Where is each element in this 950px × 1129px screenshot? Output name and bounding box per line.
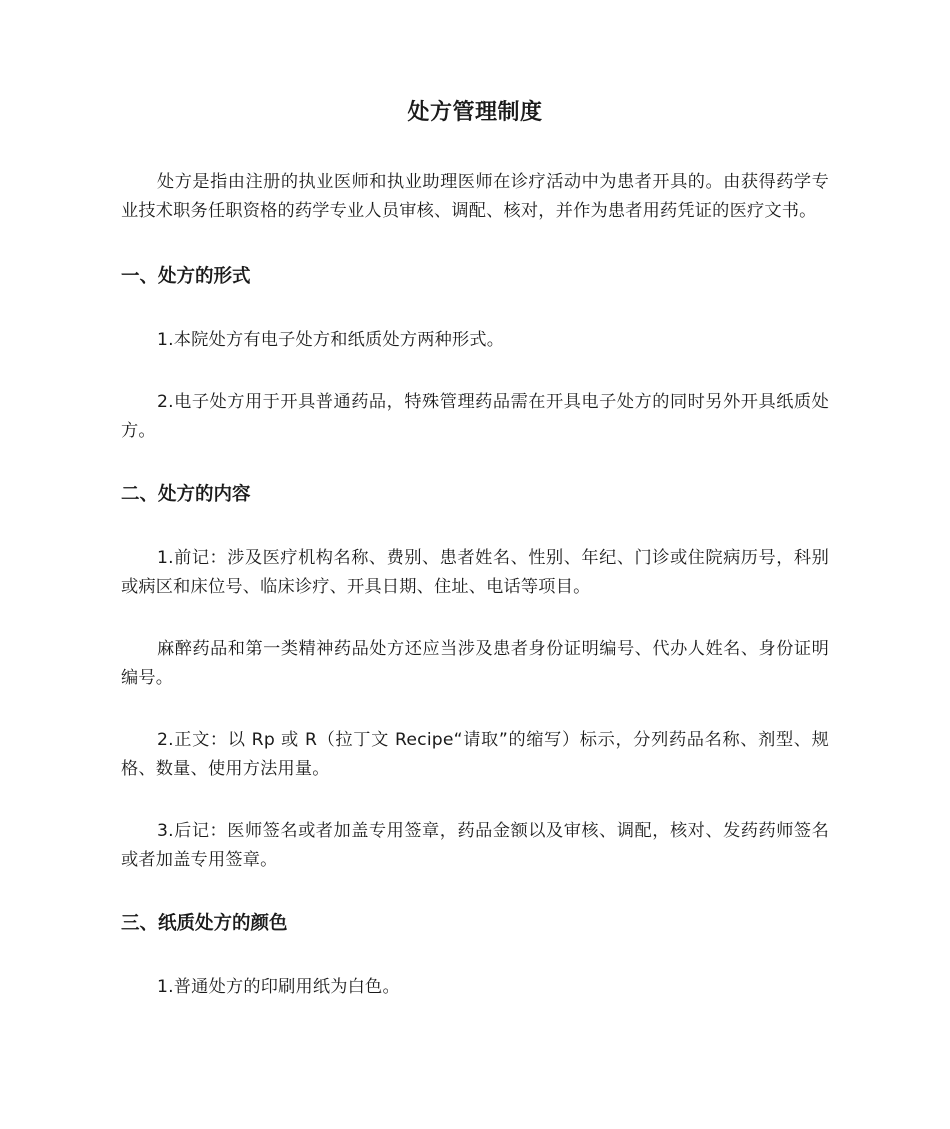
document-title: 处方管理制度: [407, 100, 543, 125]
paragraph-content-4: 3.后记：医师签名或者加盖专用签章，药品金额以及审核、调配，核对、发药药师签名或者加盖专用签章。: [121, 821, 829, 870]
paragraph-content-2: 麻醉药品和第一类精神药品处方还应当涉及患者身份证明编号、代办人姓名、身份证明编号。: [121, 639, 829, 688]
section-heading-content: 二、处方的内容: [121, 484, 251, 505]
intro-paragraph: 处方是指由注册的执业医师和执业助理医师在诊疗活动中为患者开具的。由获得药学专业技术职务任职资格的药学专业人员审核、调配、核对，并作为患者用药凭证的医疗文书。: [121, 172, 829, 221]
section-heading-form: 一、处方的形式: [121, 266, 251, 287]
section-heading-color: 三、纸质处方的颜色: [121, 913, 288, 934]
paragraph-color-1: 1.普通处方的印刷用纸为白色。: [157, 977, 400, 997]
document-body: [121, 96, 829, 1002]
paragraph-form-2: 2.电子处方用于开具普通药品，特殊管理药品需在开具电子处方的同时另外开具纸质处方。: [121, 392, 829, 441]
paragraph-form-1: 1.本院处方有电子处方和纸质处方两种形式。: [157, 330, 505, 350]
paragraph-content-3: 2.正文：以 Rp 或 R（拉丁文 Recipe“请取”的缩写）标示，分列药品名称、剂型、规格、数量、使用方法用量。: [121, 730, 829, 779]
paragraph-content-1: 1.前记：涉及医疗机构名称、费别、患者姓名、性别、年纪、门诊或住院病历号，科别或病区和床位号、临床诊疗、开具日期、住址、电话等项目。: [121, 548, 829, 597]
